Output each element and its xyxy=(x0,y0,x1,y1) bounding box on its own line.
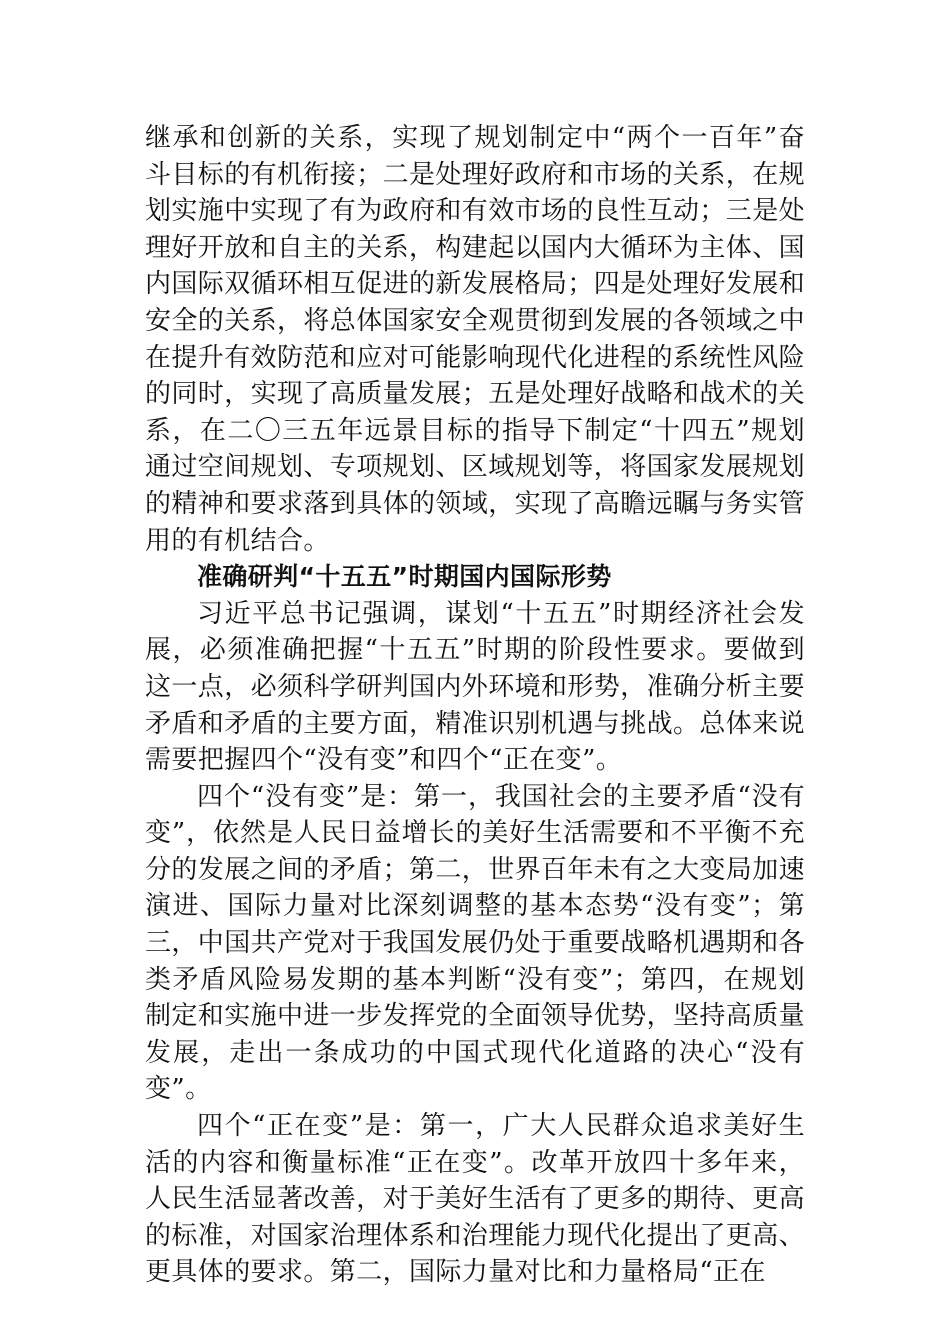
body-paragraph-3: 四个“正在变”是：第一，广大人民群众追求美好生活的内容和衡量标准“正在变”。改革开放四十多年来，人民生活显著改善，对于美好生活有了更多的期待、更高的标准，对国家治理体系和治理能力现代化提出了更高、更具体的要求。第二，国际力量对比和力量格局“正在 xyxy=(145,1111,806,1288)
section-heading: 准确研判“十五五”时期国内国际形势 xyxy=(197,562,612,592)
continued-paragraph: 继承和创新的关系，实现了规划制定中“两个一百年”奋斗目标的有机衔接；二是处理好政府和市场的关系，在规划实施中实现了有为政府和有效市场的良性互动；三是处理好开放和自主的关系，构建起以国内大循环为主体、国内国际双循环相互促进的新发展格局；四是处理好发展和安全的关系，将总体国家安全观贯彻到发展的各领域之中在提升有效防范和应对可能影响现代化进程的系统性风险的同时，实现了高质量发展；五是处理好战略和战术的关系，在二〇三五年远景目标的指导下制定“十四五”规划通过空间规划、专项规划、区域规划等，将国家发展规划的精神和要求落到具体的领域，实现了高瞻远瞩与务实管用的有机结合。 xyxy=(145,123,806,556)
body-paragraph-1: 习近平总书记强调，谋划“十五五”时期经济社会发展，必须准确把握“十五五”时期的阶段性要求。要做到这一点，必须科学研判国内外环境和形势，准确分析主要矛盾和矛盾的主要方面，精准识别机遇与挑战。总体来说需要把握四个“没有变”和四个“正在变”。 xyxy=(145,598,806,776)
body-paragraph-2: 四个“没有变”是：第一，我国社会的主要矛盾“没有变”，依然是人民日益增长的美好生活需要和不平衡不充分的发展之间的矛盾；第二，世界百年未有之大变局加速演进、国际力量对比深刻调整的基本态势“没有变”；第三，中国共产党对于我国发展仍处于重要战略机遇期和各类矛盾风险易发期的基本判断“没有变”；第四，在规划制定和实施中进一步发挥党的全面领导优势，坚持高质量发展，走出一条成功的中国式现代化道路的决心“没有变”。 xyxy=(145,781,806,1105)
document-page xyxy=(145,120,805,1291)
